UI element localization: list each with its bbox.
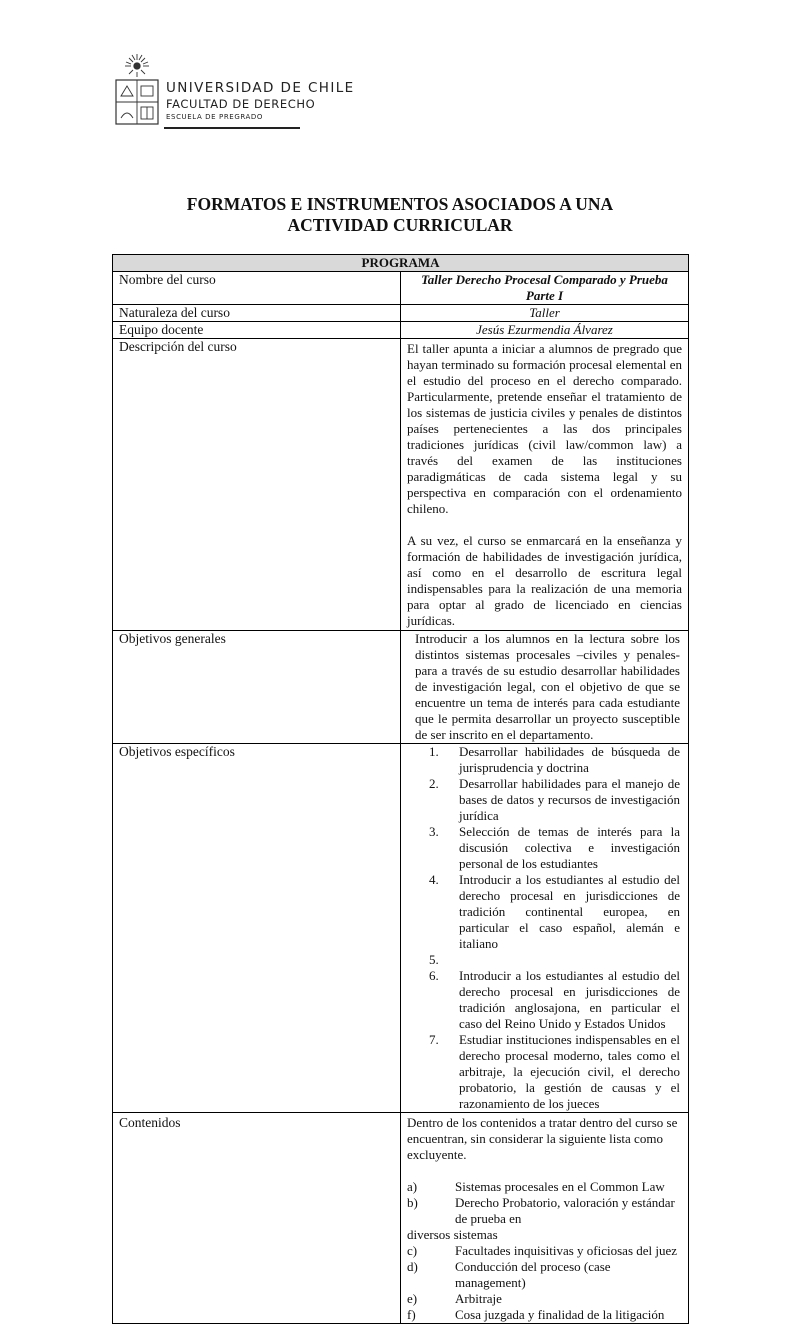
- faculty-name: FACULTAD DE DERECHO: [166, 97, 316, 111]
- course-name-value: Taller Derecho Procesal Comparado y Prueba Parte I: [401, 272, 689, 305]
- list-marker: c): [407, 1243, 418, 1258]
- description-paragraph-2: A su vez, el curso se enmarcará en la enseñanza y formación de habilidades de investigación jurídica, así como en el desarrollo de escritura legal indispensables para la realización de una memoria para optar al grado de licenciado en ciencias jurídicas.: [407, 533, 682, 628]
- teaching-team-value: Jesús Ezurmendia Álvarez: [401, 322, 689, 339]
- list-item: [407, 1307, 682, 1323]
- list-number: 4.: [429, 872, 439, 887]
- list-marker: e): [407, 1291, 418, 1306]
- list-number: 2.: [429, 776, 439, 791]
- list-item: [407, 1259, 682, 1291]
- list-item: [407, 1179, 682, 1195]
- table-row: [113, 339, 689, 631]
- list-text: Sistemas procesales en el Common Law: [455, 1179, 665, 1194]
- description-paragraph-1: El taller apunta a iniciar a alumnos de pregrado que hayan terminado su formación procesal elemental en el estudio del proceso en el derecho comparado. Particularmente, pretende enseñar el tratamiento de los sistemas de justicia civiles y penales de distintos países pertenecientes a las dos principales tradiciones jurídicas (civil law/common law) a través del examen de las instituciones paradigmáticas de cada sistema legal y su perspectiva en comparación con el ordenamiento chileno.: [407, 341, 682, 516]
- table-heading: PROGRAMA: [113, 255, 689, 272]
- list-text: Conducción del proceso (case management): [455, 1259, 611, 1290]
- table-row: [113, 305, 689, 322]
- specific-objectives-value: [401, 744, 689, 1113]
- list-text: Estudiar instituciones indispensables en el derecho procesal moderno, tales como el arbitraje, la ejecución civil, el derecho probatorio, la gestión de causas y el razonamiento de los jueces: [459, 1032, 680, 1111]
- program-table: [112, 254, 689, 1324]
- university-seal-icon: [112, 52, 162, 128]
- list-text: Selección de temas de interés para la discusión colectiva e investigación personal de los estudiantes: [459, 824, 680, 871]
- document-title: [110, 194, 690, 236]
- list-text: Desarrollar habilidades de búsqueda de jurisprudencia y doctrina: [459, 744, 680, 775]
- list-item: [407, 872, 680, 952]
- list-number: 3.: [429, 824, 439, 839]
- header-divider: [164, 127, 300, 129]
- course-nature-label: Naturaleza del curso: [113, 305, 401, 322]
- general-objectives-value: Introducir a los alumnos en la lectura sobre los distintos sistemas procesales –civiles y penales- para a través de su estudio desarrollar habilidades de investigación legal, con el objetivo de que se encuentre un tema de interés para cada estudiante que le permita desarrollar un proyecto susceptible de ser inscrito en el departamento.: [401, 631, 689, 744]
- contents-value: [401, 1113, 689, 1324]
- table-heading-row: [113, 255, 689, 272]
- list-number: 7.: [429, 1032, 439, 1047]
- list-text: Introducir a los estudiantes al estudio del derecho procesal en jurisdicciones de tradición continental europea, en particular el caso español, alemán e italiano: [459, 872, 680, 951]
- list-text: Arbitraje: [455, 1291, 502, 1306]
- course-name-label: Nombre del curso: [113, 272, 401, 305]
- list-item: [407, 1243, 682, 1259]
- school-name: ESCUELA DE PREGRADO: [166, 113, 264, 121]
- list-text: Introducir a los estudiantes al estudio del derecho procesal en jurisdicciones de tradición anglosajona, en particular el caso del Reino Unido y Estados Unidos: [459, 968, 680, 1031]
- list-item: [407, 1195, 682, 1227]
- description-value: [401, 339, 689, 631]
- university-name: UNIVERSIDAD DE CHILE: [166, 80, 355, 96]
- list-number: 5.: [429, 952, 439, 967]
- course-nature-value: Taller: [401, 305, 689, 322]
- list-number: 1.: [429, 744, 439, 759]
- table-row: [113, 744, 689, 1113]
- teaching-team-label: Equipo docente: [113, 322, 401, 339]
- title-line-2: ACTIVIDAD CURRICULAR: [287, 215, 513, 235]
- contents-intro: Dentro de los contenidos a tratar dentro del curso se encuentran, sin considerar la siguiente lista como excluyente.: [407, 1115, 678, 1162]
- list-text: Desarrollar habilidades para el manejo de bases de datos y recursos de investigación jurídica: [459, 776, 680, 823]
- table-row: [113, 631, 689, 744]
- list-number: 6.: [429, 968, 439, 983]
- specific-objectives-label: Objetivos específicos: [113, 744, 401, 1113]
- list-item: [407, 1032, 680, 1112]
- table-row: [113, 272, 689, 305]
- table-row: [113, 1113, 689, 1324]
- list-item: [407, 824, 680, 872]
- general-objectives-label: Objetivos generales: [113, 631, 401, 744]
- list-text: Facultades inquisitivas y oficiosas del juez: [455, 1243, 678, 1258]
- list-item: [407, 1291, 682, 1307]
- list-text: Cosa juzgada y finalidad de la litigación: [455, 1307, 665, 1322]
- list-text: Derecho Probatorio, valoración y estándar de prueba en: [455, 1195, 675, 1226]
- table-row: [113, 322, 689, 339]
- title-line-1: FORMATOS E INSTRUMENTOS ASOCIADOS A UNA: [186, 194, 614, 214]
- list-item: [407, 776, 680, 824]
- contents-label: Contenidos: [113, 1113, 401, 1324]
- list-marker: d): [407, 1259, 418, 1274]
- list-item: [407, 744, 680, 776]
- description-label: Descripción del curso: [113, 339, 401, 631]
- specific-objectives-list: [407, 744, 680, 1112]
- list-item-continuation: diversos sistemas: [407, 1227, 498, 1242]
- list-item: [407, 968, 680, 1032]
- list-item: [407, 952, 680, 968]
- list-marker: f): [407, 1307, 416, 1322]
- list-marker: a): [407, 1179, 418, 1194]
- list-marker: b): [407, 1195, 418, 1210]
